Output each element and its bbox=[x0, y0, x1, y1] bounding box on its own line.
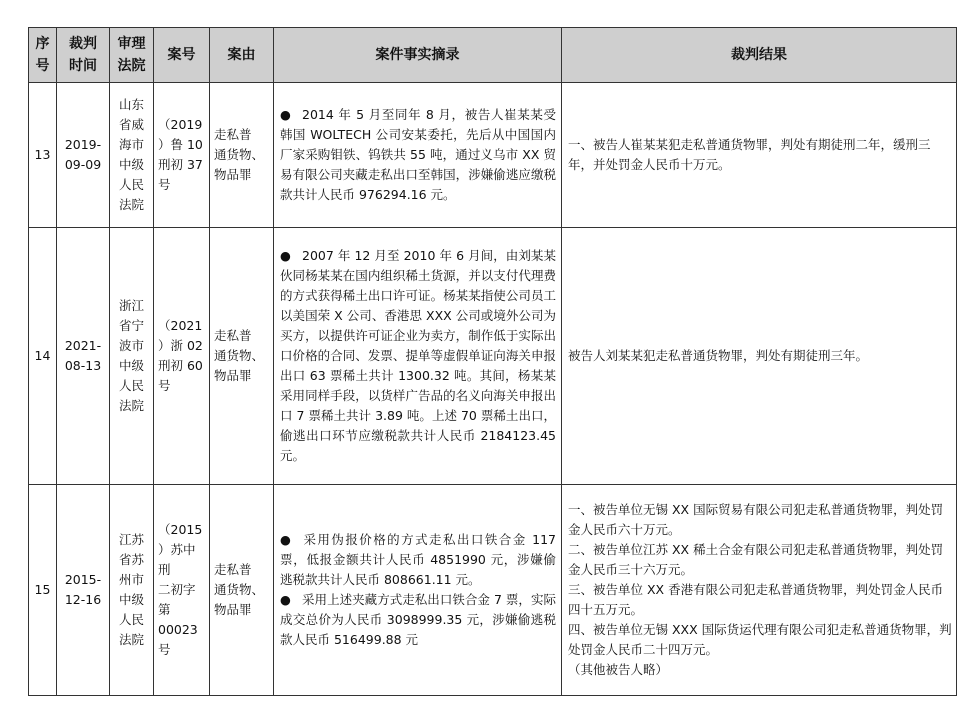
cell-court: 江苏 省苏 州市 中级 人民 法院 bbox=[110, 485, 154, 696]
cell-case-no: （2015 ）苏中刑 二初字 第 00023 号 bbox=[154, 485, 210, 696]
header-facts: 案件事实摘录 bbox=[274, 28, 562, 83]
cell-date: 2015- 12-16 bbox=[57, 485, 110, 696]
cell-court: 浙江 省宁 波市 中级 人民 法院 bbox=[110, 228, 154, 485]
bullet-icon: ● bbox=[280, 592, 291, 607]
header-case-no: 案号 bbox=[154, 28, 210, 83]
table-row bbox=[29, 83, 957, 228]
cell-date: 2021- 08-13 bbox=[57, 228, 110, 485]
cell-facts: ● 2007 年 12 月至 2010 年 6 月间，由刘某某伙同杨某某在国内组织稀土货源，并以支付代理费的方式获得稀土出口许可证。杨某某指使公司员工以美国荣 X 公司、香港思 XXX 公司或境外公司为买方，以提供许可证企业为卖方，制作低于实际出口价格的合同、发票、提单等虚假单证向海关申报出口 63 票稀土共计 1300.32 吨。其间，杨某某采用同样手段，以货样广告品的名义向海关申报出口 7 票稀土共计 3.89 吨。上述 70 票稀土出口，偷逃出口环节应缴税款共计人民币 2184123.45 元。 bbox=[274, 228, 562, 485]
cell-case-no: （2021 ）浙 02 刑初 60 号 bbox=[154, 228, 210, 485]
case-table bbox=[28, 27, 957, 696]
cell-result: 一、被告单位无锡 XX 国际贸易有限公司犯走私普通货物罪，判处罚金人民币六十万元。 二、被告单位江苏 XX 稀土合金有限公司犯走私普通货物罪，判处罚金人民币三十六万元。 三、被告单位 XX 香港有限公司犯走私普通货物罪，判处罚金人民币四十五万元。 四、被告单位无锡 XXX 国际货运代理有限公司犯走私普通货物罪，判处罚金人民币二十四万元。 （其他被告人略） bbox=[562, 485, 957, 696]
header-date: 裁判 时间 bbox=[57, 28, 110, 83]
cell-facts: ● 采用伪报价格的方式走私出口铁合金 117 票，低报金额共计人民币 4851990 元，涉嫌偷逃税款共计人民币 808661.11 元。 ● 采用上述夹藏方式走私出口铁合金 7 票，实际成交总价为人民币 3098999.35 元，涉嫌偷逃税款人民币 516499.88 元 bbox=[274, 485, 562, 696]
header-court: 审理 法院 bbox=[110, 28, 154, 83]
cell-result: 一、被告人崔某某犯走私普通货物罪，判处有期徒刑二年，缓刑三年，并处罚金人民币十万元。 bbox=[562, 83, 957, 228]
bullet-icon: ● bbox=[280, 107, 291, 122]
bullet-icon: ● bbox=[280, 248, 291, 263]
bullet-icon: ● bbox=[280, 532, 291, 547]
cell-seq: 13 bbox=[29, 83, 57, 228]
cell-date: 2019- 09-09 bbox=[57, 83, 110, 228]
cell-case-no: （2019 ）鲁 10 刑初 37 号 bbox=[154, 83, 210, 228]
table-row bbox=[29, 485, 957, 696]
cell-facts: ● 2014 年 5 月至同年 8 月，被告人崔某某受韩国 WOLTECH 公司安某委托，先后从中国国内厂家采购钼铁、钨铁共 55 吨，通过义乌市 XX 贸易有限公司夹藏走私出口至韩国，涉嫌偷逃应缴税款共计人民币 976294.16 元。 bbox=[274, 83, 562, 228]
cell-court: 山东 省威 海市 中级 人民 法院 bbox=[110, 83, 154, 228]
cell-result: 被告人刘某某犯走私普通货物罪，判处有期徒刑三年。 bbox=[562, 228, 957, 485]
cell-cause: 走私普 通货物、 物品罪 bbox=[210, 485, 274, 696]
table-row bbox=[29, 228, 957, 485]
cell-seq: 14 bbox=[29, 228, 57, 485]
header-cause: 案由 bbox=[210, 28, 274, 83]
header-seq: 序 号 bbox=[29, 28, 57, 83]
header-result: 裁判结果 bbox=[562, 28, 957, 83]
cell-cause: 走私普 通货物、 物品罪 bbox=[210, 228, 274, 485]
header-row bbox=[29, 28, 957, 83]
cell-cause: 走私普 通货物、 物品罪 bbox=[210, 83, 274, 228]
cell-seq: 15 bbox=[29, 485, 57, 696]
